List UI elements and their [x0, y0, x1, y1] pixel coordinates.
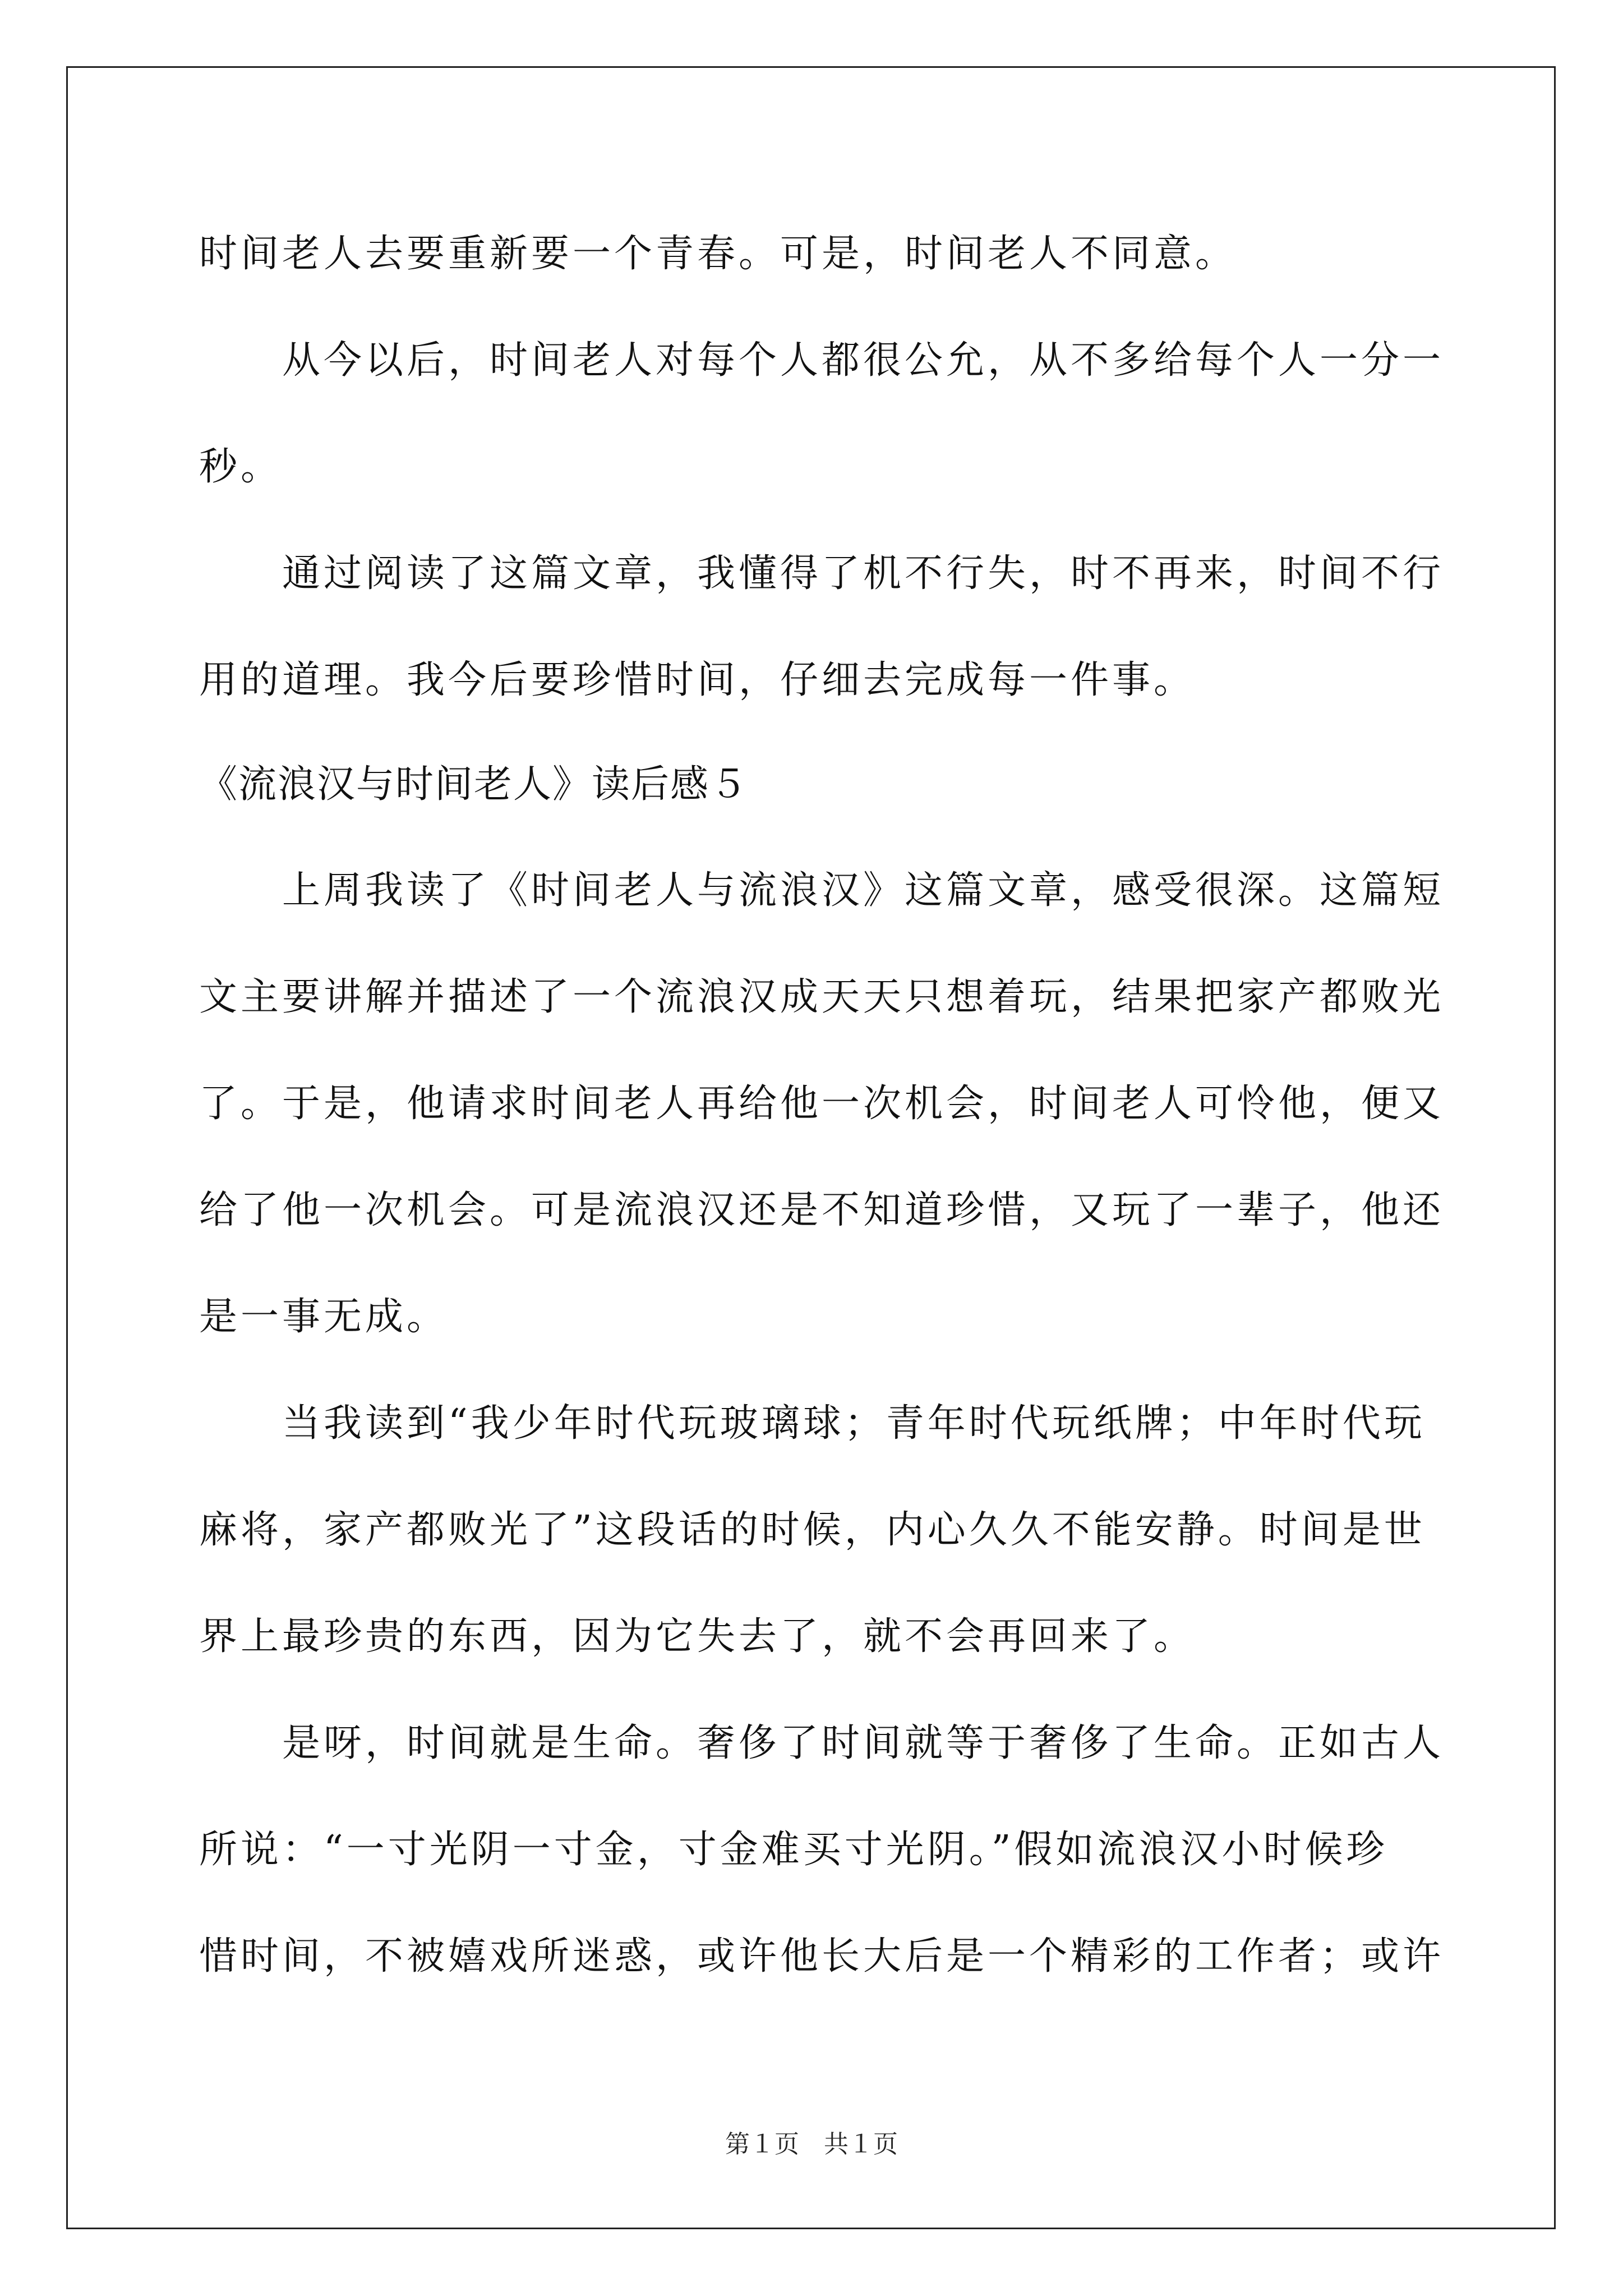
text-line: 麻将，家产都败光了”这段话的时候，内心久久不能安静。时间是世: [199, 1508, 1426, 1552]
text-line: 文主要讲解并描述了一个流浪汉成天天只想着玩，结果把家产都败光: [199, 975, 1445, 1019]
text-line: 上周我读了《时间老人与流浪汉》这篇文章，感受很深。这篇短: [282, 868, 1445, 913]
text-line: 从今以后，时间老人对每个人都很公允，从不多给每个人一分一: [282, 338, 1445, 383]
text-line: 是一事无成。: [199, 1295, 449, 1339]
text-line: 通过阅读了这篇文章，我懂得了机不行失，时不再来，时间不行: [282, 551, 1445, 596]
text-line: 秒。: [199, 445, 283, 489]
text-line: 界上最珍贵的东西，因为它失去了，就不会再回来了。: [199, 1614, 1196, 1659]
text-line: 是呀，时间就是生命。奢侈了时间就等于奢侈了生命。正如古人: [282, 1721, 1445, 1765]
text-line: 给了他一次机会。可是流浪汉还是不知道珍惜，又玩了一辈子，他还: [199, 1188, 1445, 1232]
page-footer: 第１页 共１页: [725, 2130, 898, 2159]
section-heading: 《流浪汉与时间老人》读后感５: [199, 762, 749, 807]
text-line: 用的道理。我今后要珍惜时间，仔细去完成每一件事。: [199, 658, 1196, 702]
text-line: 当我读到“我少年时代玩玻璃球；青年时代玩纸牌；中年时代玩: [282, 1401, 1426, 1446]
text-line: 惜时间，不被嬉戏所迷惑，或许他长大后是一个精彩的工作者；或许: [199, 1934, 1445, 1978]
text-line: 时间老人去要重新要一个青春。可是，时间老人不同意。: [199, 232, 1237, 276]
page-border: [66, 66, 1556, 2229]
text-line: 了。于是，他请求时间老人再给他一次机会，时间老人可怜他，便又: [199, 1082, 1445, 1126]
text-line: 所说：“一寸光阴一寸金，寸金难买寸光阴。”假如流浪汉小时候珍: [199, 1828, 1388, 1872]
